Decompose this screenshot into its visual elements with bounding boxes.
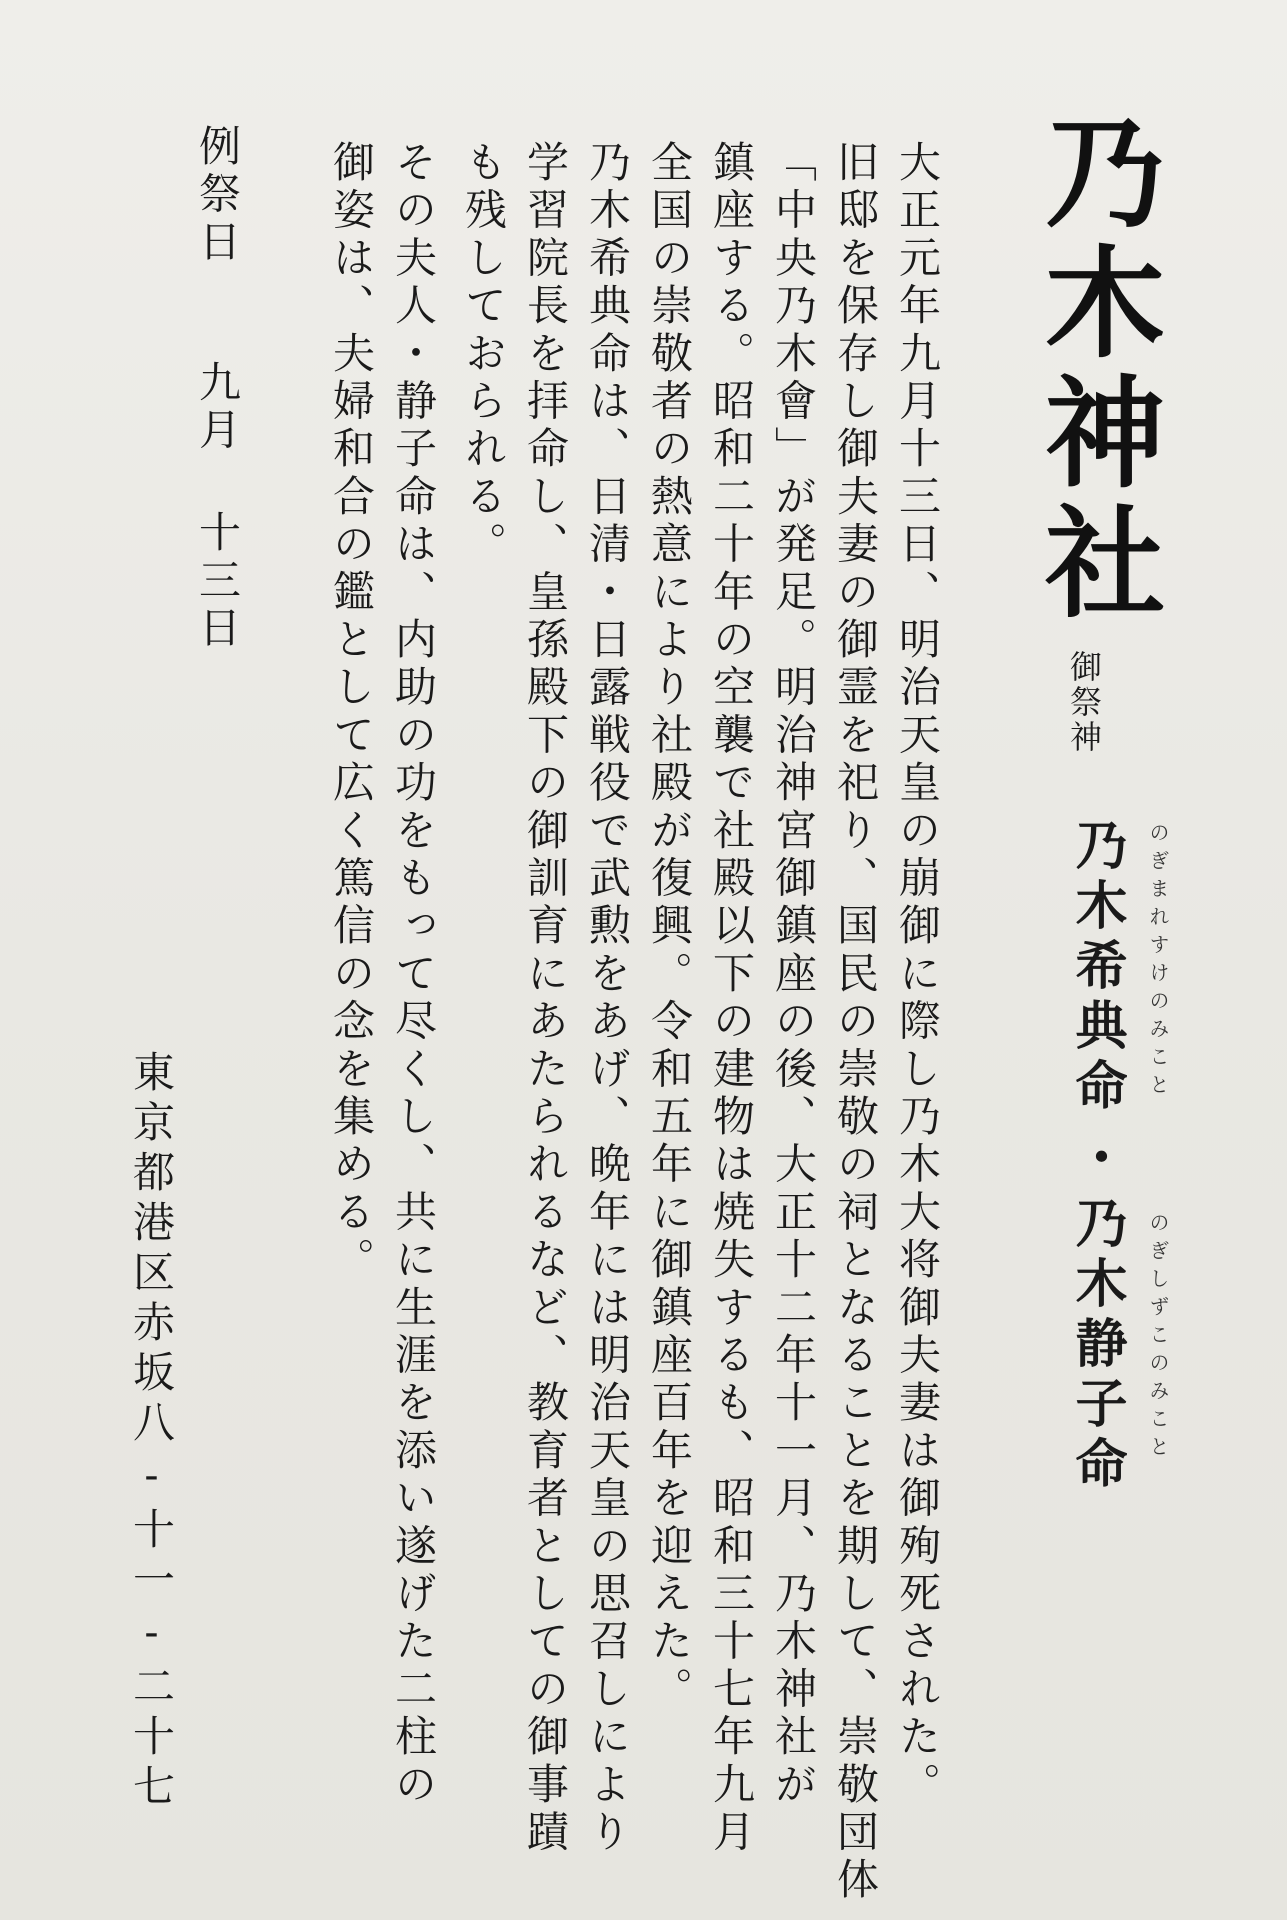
body-column-6: 乃木希典命は、日清・日露戦役で武勲をあげ、晩年には明治天皇の思召しにより: [583, 140, 632, 1858]
body-column-9: その夫人・静子命は、内助の功をもって尽くし、共に生涯を添い遂げた二柱の: [389, 140, 438, 1810]
body-column-1: 大正元年九月十三日、明治天皇の崩御に際し乃木大将御夫妻は御殉死された。: [893, 140, 942, 1810]
body-column-10: 御姿は、夫婦和合の鑑として広く篤信の念を集める。: [327, 140, 376, 1285]
deity2-reading: のぎしずこのみこと: [1146, 1212, 1170, 1464]
deity2-name: 乃木静子命: [1066, 1196, 1127, 1496]
deity-separator: ・: [1066, 1130, 1127, 1190]
body-column-4: 鎮座する。昭和二十年の空襲で社殿以下の建物は焼失するも、昭和三十七年九月: [707, 140, 756, 1858]
shrine-address: 東京都港区赤坂八-十一-二十七: [127, 1050, 176, 1814]
body-column-3: 「中央乃木會」が発足。明治神宮御鎮座の後、大正十二年十一月、乃木神社が: [769, 140, 818, 1810]
deity1-name: 乃木希典命: [1066, 818, 1127, 1118]
body-column-8: も残しておられる。: [459, 140, 508, 570]
festival-date: 九月 十三日: [193, 360, 242, 654]
shrine-title: 乃木神社: [1025, 110, 1166, 630]
deity1-reading: のぎまれすけのみこと: [1146, 822, 1170, 1102]
body-column-5: 全国の崇敬者の熱意により社殿が復興。令和五年に御鎮座百年を迎えた。: [645, 140, 694, 1715]
festival-label: 例祭日: [193, 124, 242, 268]
enshrined-deity-label: 御祭神: [1065, 650, 1103, 755]
body-column-7: 学習院長を拝命し、皇孫殿下の御訓育にあたられるなど、教育者としての御事蹟: [521, 140, 570, 1858]
body-column-2: 旧邸を保存し御夫妻の御霊を祀り、国民の崇敬の祠となることを期して、崇敬団体: [831, 140, 880, 1905]
